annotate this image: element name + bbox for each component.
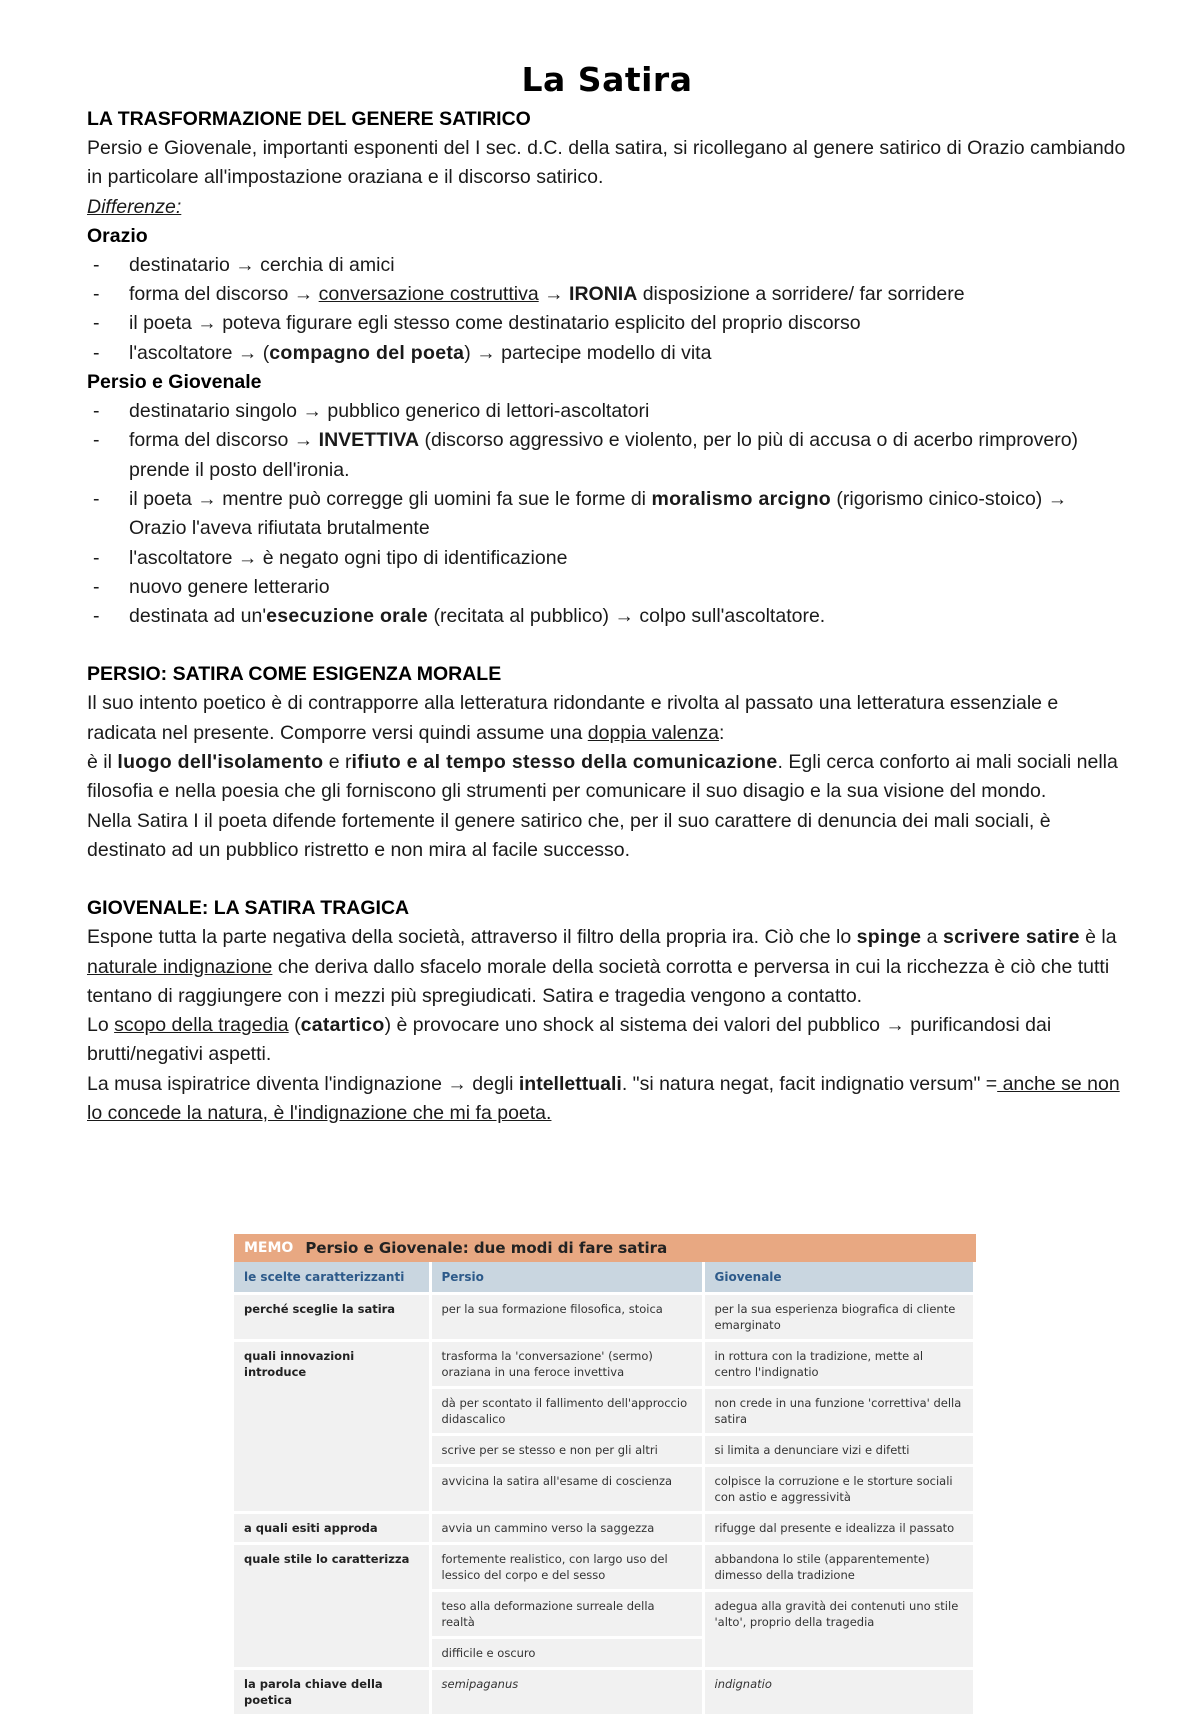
- table-cell: adegua alla gravità dei contenuti uno stile 'alto', proprio della tragedia: [703, 1591, 975, 1669]
- list-item: - l'ascoltatore → è negato ogni tipo di identificazione: [87, 544, 1127, 573]
- table-cell: trasforma la 'conversazione' (sermo) oraziana in una feroce invettiva: [430, 1341, 703, 1388]
- list-item: - nuovo genere letterario: [87, 573, 1127, 602]
- table-cell: non crede in una funzione 'correttiva' della satira: [703, 1388, 975, 1435]
- column-header: Giovenale: [703, 1262, 975, 1294]
- memo-title: Persio e Giovenale: due modi di fare satira: [305, 1239, 667, 1257]
- table-cell: abbandona lo stile (apparentemente) dimesso della tradizione: [703, 1544, 975, 1591]
- list-item: - il poeta → mentre può corregge gli uomini fa sue le forme di moralismo arcigno (rigorismo cinico-stoico) → Orazio l'aveva rifiutata brutalmente: [87, 485, 1127, 544]
- table-cell: quale stile lo caratterizza: [234, 1544, 430, 1669]
- table-cell: dà per scontato il fallimento dell'approccio didascalico: [430, 1388, 703, 1435]
- list-item: - l'ascoltatore → (compagno del poeta) → partecipe modello di vita: [87, 339, 1127, 368]
- table-cell: avvia un cammino verso la saggezza: [430, 1513, 703, 1544]
- document-page: [87, 60, 1127, 1128]
- column-header: le scelte caratterizzanti: [234, 1262, 430, 1294]
- paragraph-intro: Persio e Giovenale, importanti esponenti del I sec. d.C. della satira, si ricollegano al genere satirico di Orazio cambiando in particolare all'impostazione oraziana e il discorso satirico.: [87, 134, 1127, 193]
- table-cell: per la sua esperienza biografica di cliente emarginato: [703, 1294, 975, 1341]
- table-row: [234, 1669, 975, 1714]
- table-cell: per la sua formazione filosofica, stoica: [430, 1294, 703, 1341]
- table-cell: indignatio: [703, 1669, 975, 1714]
- column-header: Persio: [430, 1262, 703, 1294]
- table-cell: avvicina la satira all'esame di coscienza: [430, 1466, 703, 1513]
- table-cell: si limita a denunciare vizi e difetti: [703, 1435, 975, 1466]
- table-cell: a quali esiti approda: [234, 1513, 430, 1544]
- list-item: - destinatario singolo → pubblico generico di lettori-ascoltatori: [87, 397, 1127, 426]
- persio-giovenale-label: Persio e Giovenale: [87, 368, 1127, 397]
- orazio-list: [87, 251, 1127, 368]
- table-header-row: [234, 1262, 975, 1294]
- table-cell: scrive per se stesso e non per gli altri: [430, 1435, 703, 1466]
- table-cell: fortemente realistico, con largo uso del lessico del corpo e del sesso: [430, 1544, 703, 1591]
- comparison-table: [234, 1262, 976, 1714]
- page-title: La Satira: [87, 60, 1127, 99]
- table-row: [234, 1513, 975, 1544]
- orazio-label: Orazio: [87, 222, 1127, 251]
- list-item: - destinata ad un'esecuzione orale (recitata al pubblico) → colpo sull'ascoltatore.: [87, 602, 1127, 631]
- differenze-label: Differenze:: [87, 193, 1127, 222]
- persio-giovenale-list: [87, 397, 1127, 631]
- table-cell: perché sceglie la satira: [234, 1294, 430, 1341]
- list-item: - il poeta → poteva figurare egli stesso come destinatario esplicito del proprio discorso: [87, 309, 1127, 338]
- paragraph: Espone tutta la parte negativa della società, attraverso il filtro della propria ira. Ciò che lo spinge a scrivere satire è la naturale indignazione che deriva dallo sfacelo morale della società corrotta e perversa in cui la ricchezza è ciò che tutti tentano di raggiungere con i mezzi più spregiudicati. Satira e tragedia vengono a contatto.: [87, 923, 1127, 1011]
- list-item: - forma del discorso → conversazione costruttiva → IRONIA disposizione a sorridere/ far sorridere: [87, 280, 1127, 309]
- table-cell: rifugge dal presente e idealizza il passato: [703, 1513, 975, 1544]
- table-cell: la parola chiave della poetica: [234, 1669, 430, 1714]
- memo-header: [234, 1234, 976, 1262]
- paragraph: è il luogo dell'isolamento e rifiuto e al tempo stesso della comunicazione. Egli cerca conforto ai mali sociali nella filosofia e nella poesia che gli forniscono gli strumenti per comunicare il suo disagio e la sua visione del mondo.: [87, 748, 1127, 807]
- memo-tag: MEMO: [234, 1240, 305, 1256]
- table-row: [234, 1294, 975, 1341]
- table-cell: semipaganus: [430, 1669, 703, 1714]
- section-heading-giovenale: GIOVENALE: LA SATIRA TRAGICA: [87, 894, 1127, 923]
- table-cell: in rottura con la tradizione, mette al centro l'indignatio: [703, 1341, 975, 1388]
- table-row: [234, 1544, 975, 1591]
- table-cell: quali innovazioni introduce: [234, 1341, 430, 1513]
- section-heading-trasformazione: LA TRASFORMAZIONE DEL GENERE SATIRICO: [87, 105, 1127, 134]
- paragraph: La musa ispiratrice diventa l'indignazione → degli intellettuali. "si natura negat, facit indignatio versum" = anche se non lo concede la natura, è l'indignazione che mi fa poeta.: [87, 1070, 1127, 1129]
- paragraph: Lo scopo della tragedia (catartico) è provocare uno shock al sistema dei valori del pubblico → purificandosi dai brutti/negativi aspetti.: [87, 1011, 1127, 1070]
- table-cell: teso alla deformazione surreale della realtà: [430, 1591, 703, 1638]
- paragraph: Nella Satira I il poeta difende fortemente il genere satirico che, per il suo carattere di denuncia dei mali sociali, è destinato ad un pubblico ristretto e non mira al facile successo.: [87, 807, 1127, 866]
- table-row: [234, 1341, 975, 1388]
- memo-table: [234, 1234, 976, 1714]
- list-item: - destinatario → cerchia di amici: [87, 251, 1127, 280]
- section-heading-persio: PERSIO: SATIRA COME ESIGENZA MORALE: [87, 660, 1127, 689]
- table-cell: difficile e oscuro: [430, 1638, 703, 1669]
- list-item: - forma del discorso → INVETTIVA (discorso aggressivo e violento, per lo più di accusa o di acerbo rimprovero) prende il posto dell'ironia.: [87, 426, 1127, 485]
- paragraph: Il suo intento poetico è di contrapporre alla letteratura ridondante e rivolta al passato una letteratura essenziale e radicata nel presente. Comporre versi quindi assume una doppia valenza:: [87, 689, 1127, 748]
- table-cell: colpisce la corruzione e le storture sociali con astio e aggressività: [703, 1466, 975, 1513]
